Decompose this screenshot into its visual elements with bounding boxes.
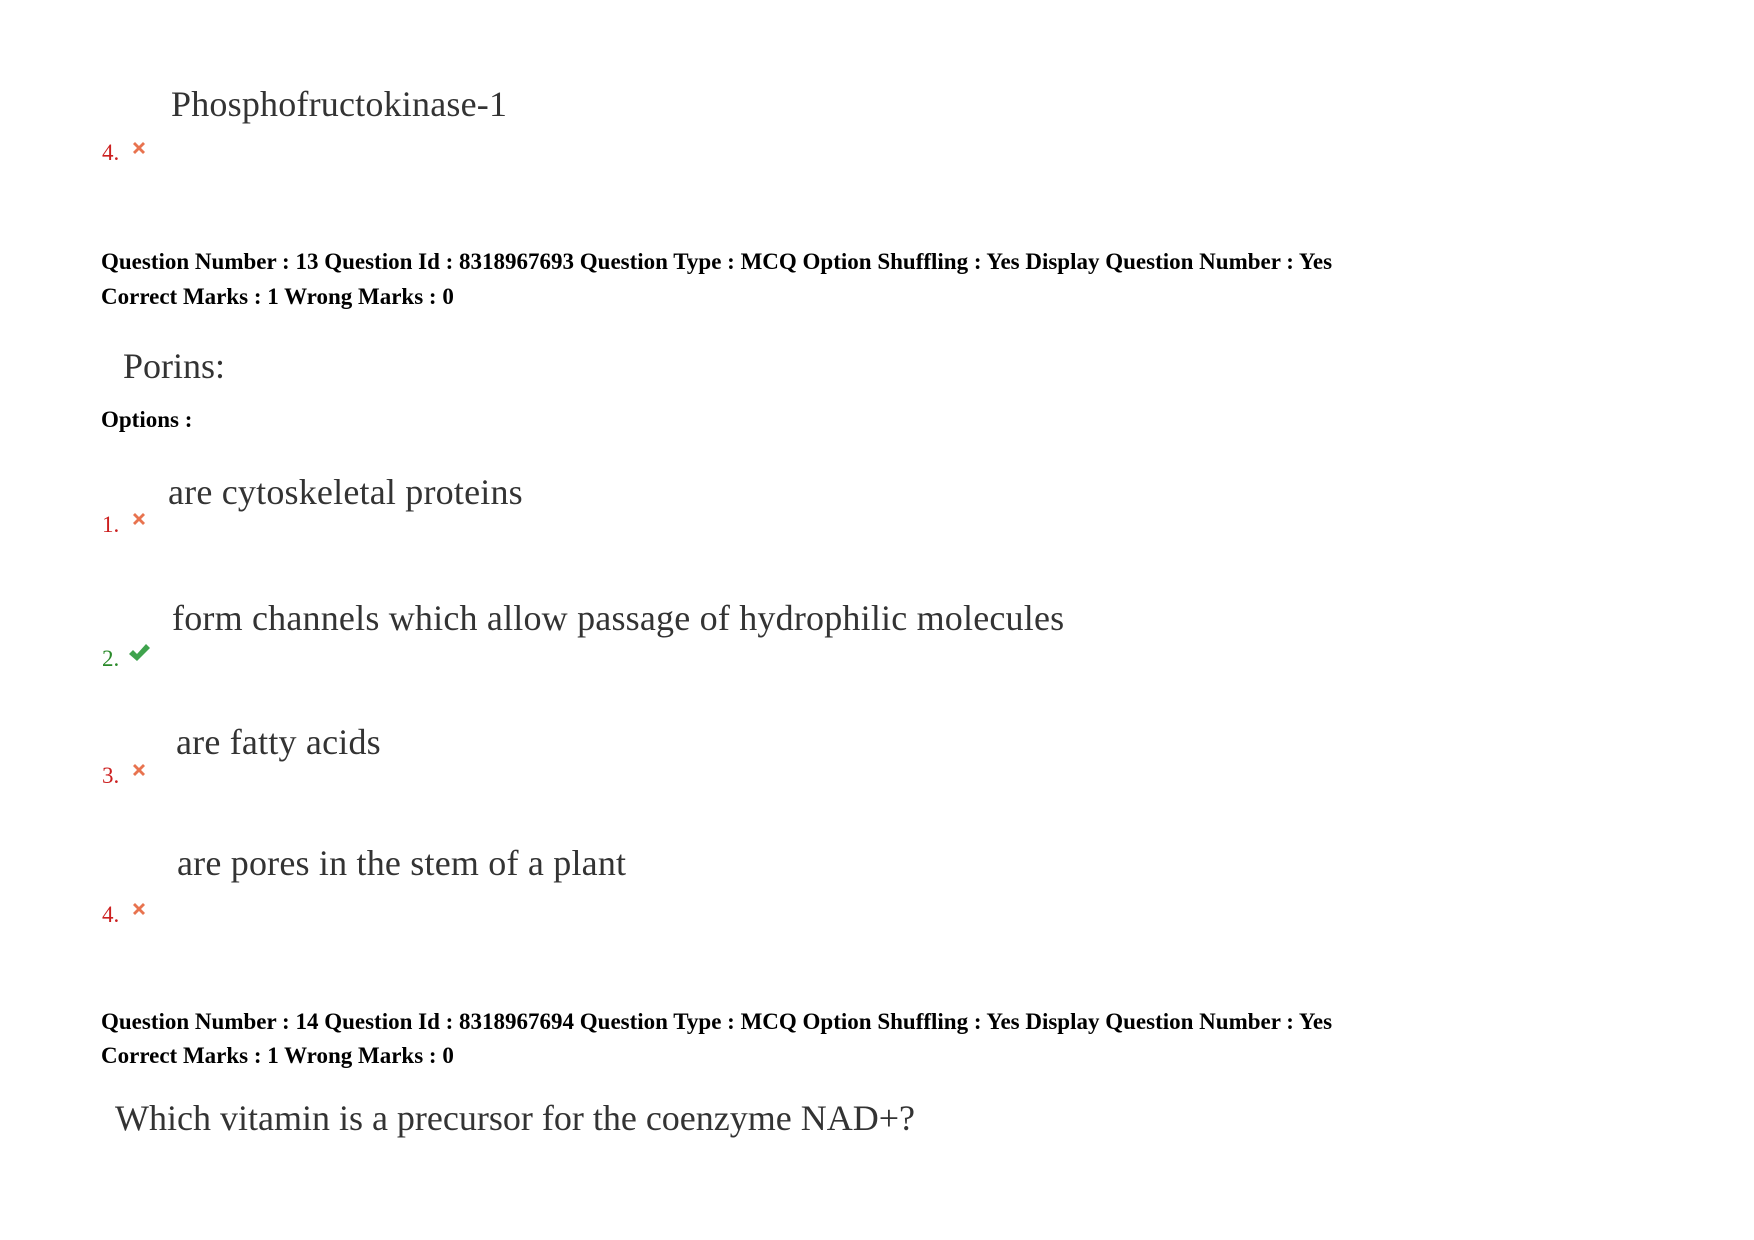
question-13-meta-line-1: Question Number : 13 Question Id : 8318967693 Question Type : MCQ Option Shuffling : Yes Display Question Number : Yes	[101, 249, 1333, 274]
option-4-number: 4.	[102, 902, 120, 927]
cross-icon	[130, 761, 148, 779]
question-14-meta-line-2: Correct Marks : 1 Wrong Marks : 0	[101, 1043, 454, 1068]
check-icon	[127, 642, 151, 664]
option-1-text: are cytoskeletal proteins	[168, 472, 523, 512]
option-3-text: are fatty acids	[176, 722, 381, 762]
prev-option-4-number: 4.	[102, 140, 120, 165]
question-14-text: Which vitamin is a precursor for the coenzyme NAD+?	[115, 1098, 916, 1138]
cross-icon	[130, 900, 148, 918]
option-4-text: are pores in the stem of a plant	[177, 843, 627, 883]
cross-icon	[130, 510, 148, 528]
option-1-number: 1.	[102, 512, 120, 537]
options-label: Options :	[101, 407, 193, 432]
option-3-number: 3.	[102, 763, 120, 788]
question-13-text: Porins:	[123, 346, 226, 386]
question-13-meta-line-2: Correct Marks : 1 Wrong Marks : 0	[101, 284, 454, 309]
option-2-number: 2.	[102, 646, 120, 671]
cross-icon	[130, 139, 148, 157]
question-14-meta-line-1: Question Number : 14 Question Id : 8318967694 Question Type : MCQ Option Shuffling : Yes Display Question Number : Yes	[101, 1009, 1333, 1034]
option-2-text: form channels which allow passage of hydrophilic molecules	[172, 598, 1065, 638]
prev-option-4-text: Phosphofructokinase-1	[171, 84, 508, 124]
